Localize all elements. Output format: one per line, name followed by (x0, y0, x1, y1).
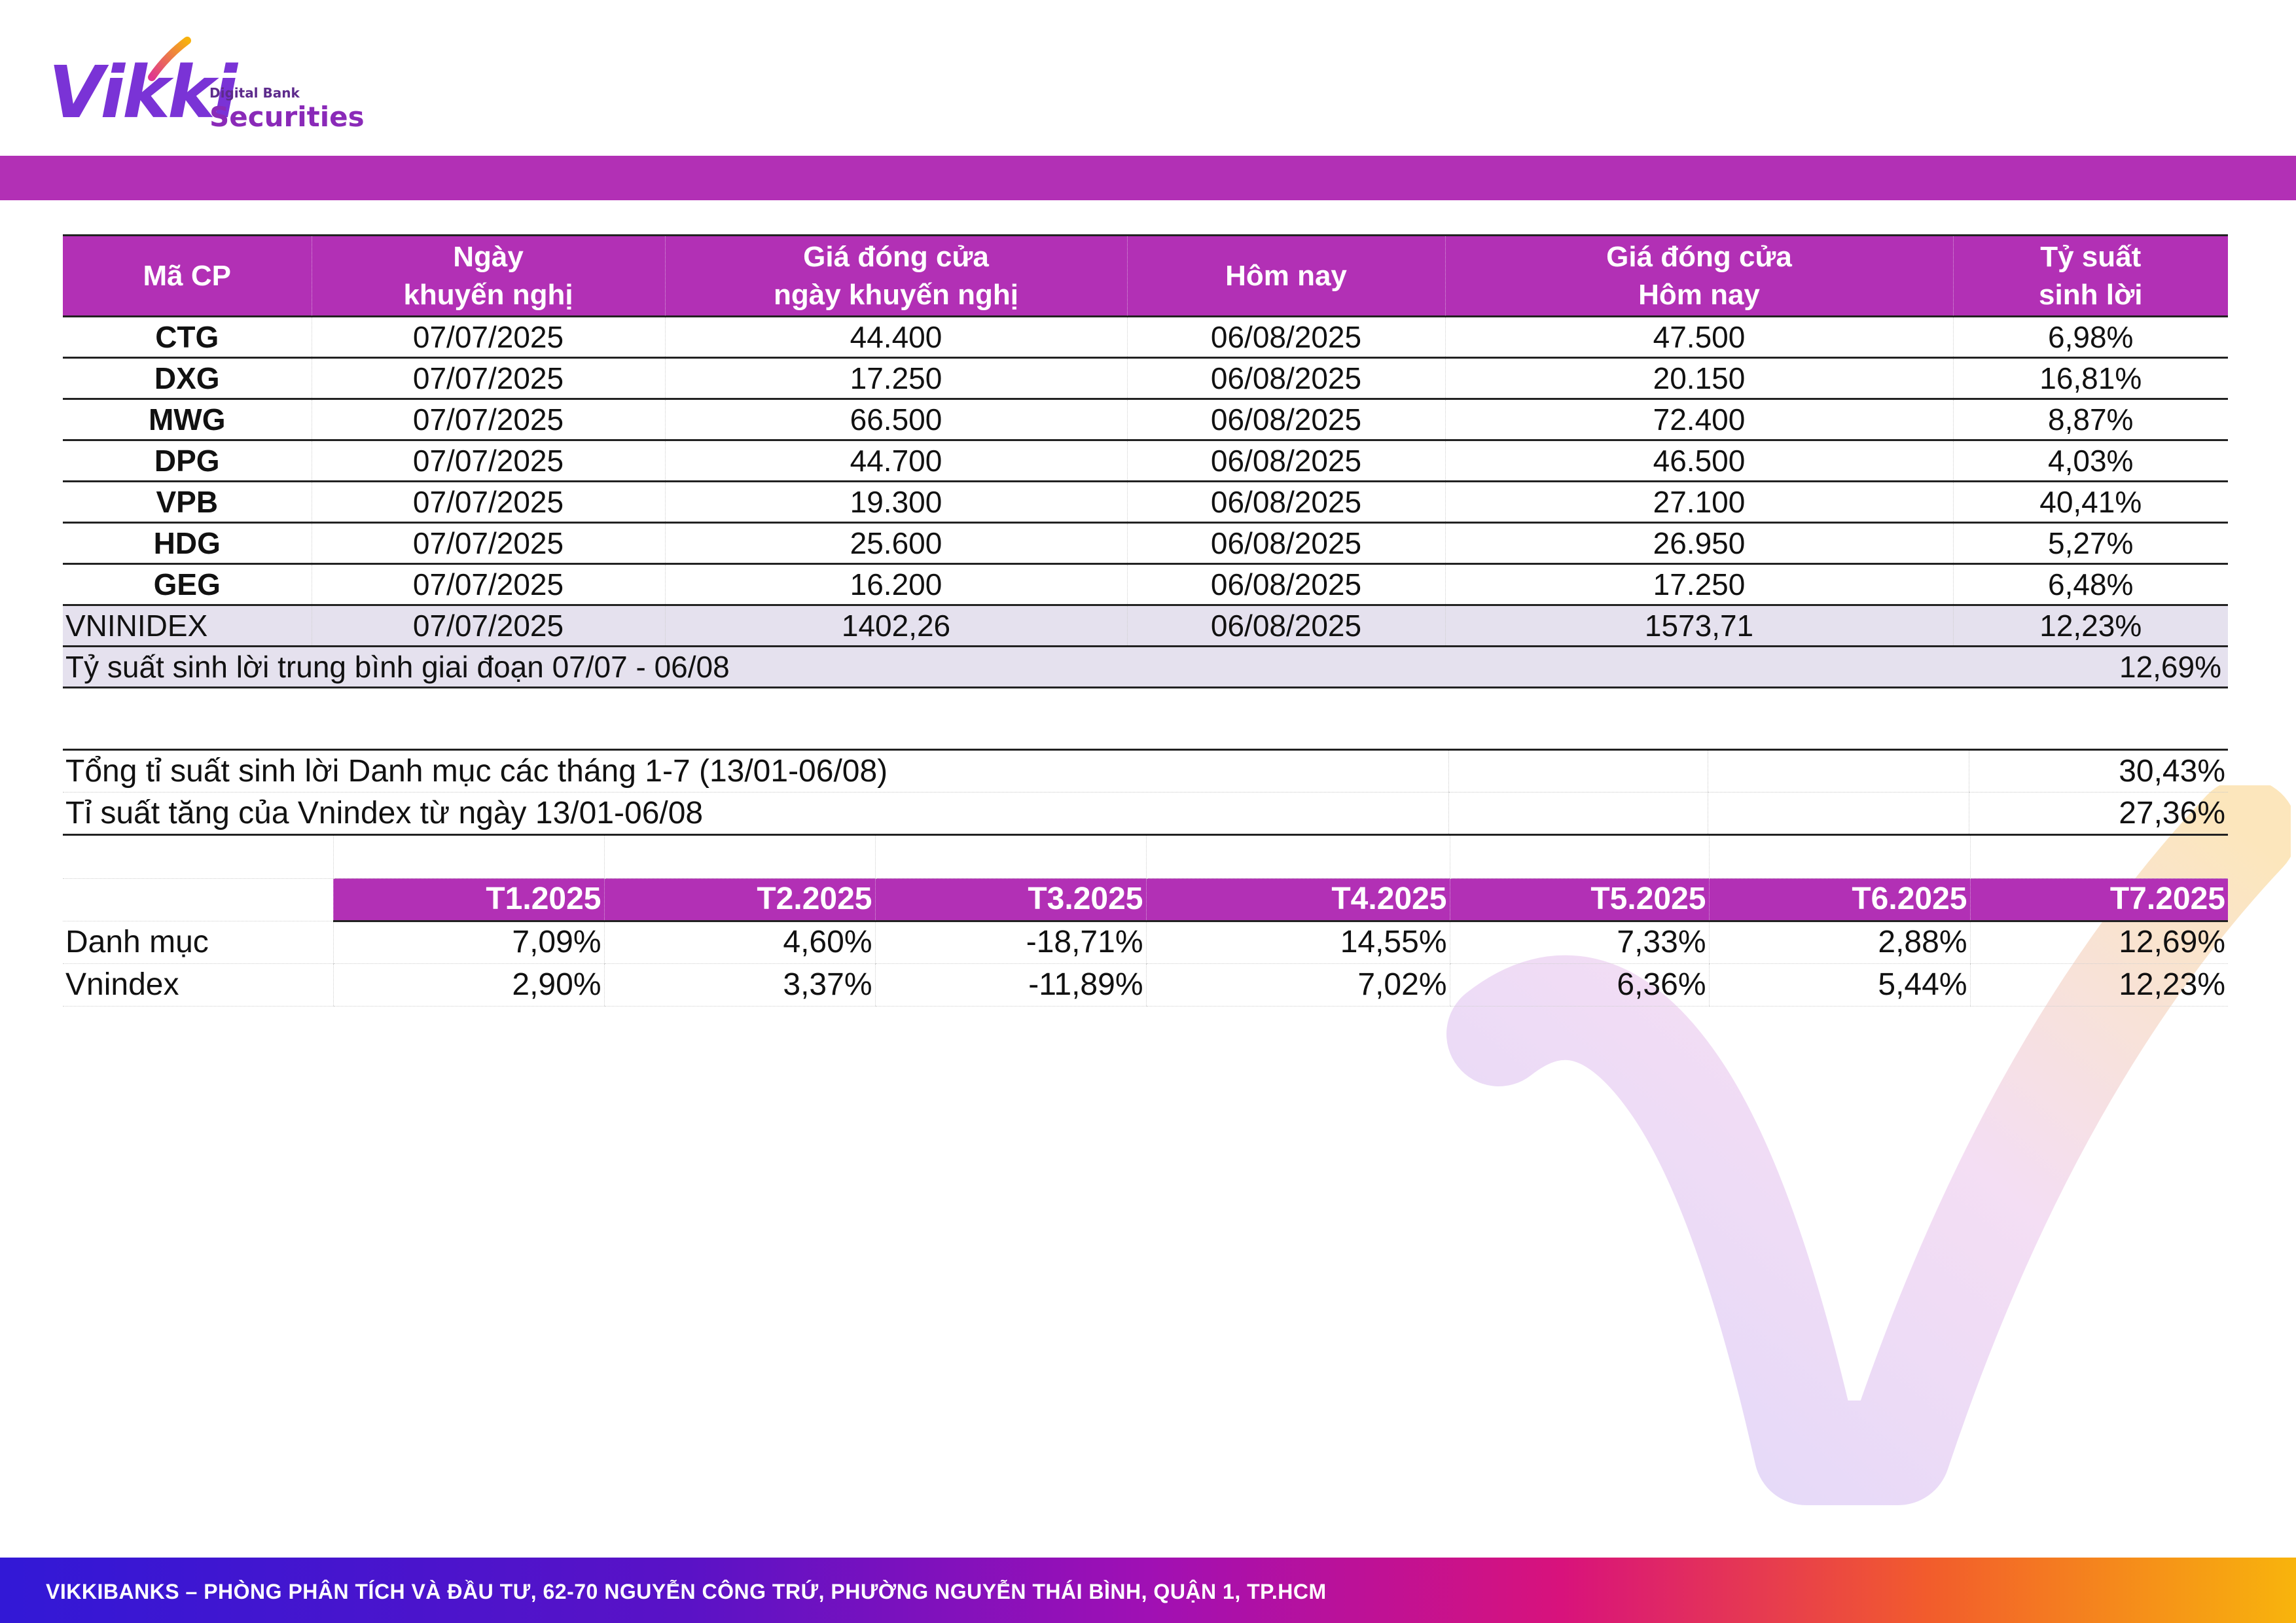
vnindex-label: Vnindex (63, 963, 333, 1006)
cell-code: VPB (63, 482, 312, 523)
summary-total-label: Tổng tỉ suất sinh lời Danh mục các tháng 1-7 (13/01-06/08) (63, 750, 1448, 793)
index-return: 12,23% (1953, 605, 2228, 647)
cell-rec-price: 44.400 (665, 317, 1127, 358)
portfolio-month-value: 2,88% (1709, 921, 1970, 963)
cell-rec-date: 07/07/2025 (312, 523, 665, 564)
average-value: 12,69% (1953, 647, 2228, 688)
table-row (63, 523, 2228, 564)
cell-return: 16,81% (1953, 358, 2228, 399)
monthly-table (63, 836, 2228, 1007)
vnindex-month-value: -11,89% (875, 963, 1146, 1006)
month-header: T3.2025 (875, 878, 1146, 921)
table-row (63, 482, 2228, 523)
cell-today: 06/08/2025 (1127, 564, 1445, 605)
cell-rec-price: 25.600 (665, 523, 1127, 564)
cell-code: DXG (63, 358, 312, 399)
logo-wordmark: Vikki (48, 50, 235, 134)
cell-return: 6,98% (1953, 317, 2228, 358)
table-row (63, 358, 2228, 399)
cell-code: GEG (63, 564, 312, 605)
portfolio-month-value: 4,60% (604, 921, 875, 963)
cell-rec-date: 07/07/2025 (312, 482, 665, 523)
cell-rec-date: 07/07/2025 (312, 440, 665, 482)
cell-return: 8,87% (1953, 399, 2228, 440)
header-return: Tỷ suất sinh lời (1953, 236, 2228, 317)
cell-today-price: 17.250 (1445, 564, 1953, 605)
logo-tagline-big: Securities (209, 101, 365, 133)
index-rec-date: 07/07/2025 (312, 605, 665, 647)
cell-today: 06/08/2025 (1127, 358, 1445, 399)
header-today: Hôm nay (1127, 236, 1445, 317)
cell-rec-price: 16.200 (665, 564, 1127, 605)
monthly-portfolio-row (63, 921, 2228, 963)
monthly-vnindex-row (63, 963, 2228, 1006)
vnindex-month-value: 6,36% (1450, 963, 1709, 1006)
vnindex-month-value: 2,90% (333, 963, 604, 1006)
summary-total-row (63, 750, 2228, 793)
vikki-logo (48, 37, 389, 135)
summary-vnindex-row (63, 793, 2228, 835)
cell-today: 06/08/2025 (1127, 317, 1445, 358)
logo-tagline-small: Digital Bank (209, 85, 300, 101)
vnindex-month-value: 7,02% (1146, 963, 1450, 1006)
cell-rec-price: 66.500 (665, 399, 1127, 440)
month-header: T6.2025 (1709, 878, 1970, 921)
cell-today: 06/08/2025 (1127, 440, 1445, 482)
cell-today: 06/08/2025 (1127, 523, 1445, 564)
header-recommend-date: Ngày khuyến nghị (312, 236, 665, 317)
summary-vnindex-label: Tỉ suất tăng của Vnindex từ ngày 13/01-06/08 (63, 793, 1448, 835)
cell-rec-price: 44.700 (665, 440, 1127, 482)
index-today-price: 1573,71 (1445, 605, 1953, 647)
cell-code: DPG (63, 440, 312, 482)
header-today-price: Giá đóng cửa Hôm nay (1445, 236, 1953, 317)
average-row (63, 647, 2228, 688)
cell-rec-price: 17.250 (665, 358, 1127, 399)
cell-code: MWG (63, 399, 312, 440)
cell-today-price: 20.150 (1445, 358, 1953, 399)
table-header-row (63, 236, 2228, 317)
portfolio-month-value: 12,69% (1970, 921, 2228, 963)
month-header: T7.2025 (1970, 878, 2228, 921)
summary-vnindex-value: 27,36% (1969, 793, 2228, 835)
cell-code: CTG (63, 317, 312, 358)
month-header: T4.2025 (1146, 878, 1450, 921)
summary-table (63, 749, 2228, 836)
cell-rec-date: 07/07/2025 (312, 317, 665, 358)
portfolio-month-value: -18,71% (875, 921, 1146, 963)
vnindex-month-value: 5,44% (1709, 963, 1970, 1006)
header-stock-code: Mã CP (63, 236, 312, 317)
vnindex-month-value: 12,23% (1970, 963, 2228, 1006)
table-row (63, 317, 2228, 358)
footer-address: VIKKIBANKS – PHÒNG PHÂN TÍCH VÀ ĐẦU TƯ, 62-70 NGUYỄN CÔNG TRỨ, PHƯỜNG NGUYỄN THÁI BÌNH, QUẬN 1, TP.HCM (46, 1580, 1327, 1603)
index-today: 06/08/2025 (1127, 605, 1445, 647)
cell-rec-date: 07/07/2025 (312, 399, 665, 440)
summary-total-value: 30,43% (1969, 750, 2228, 793)
footer-bar (0, 1558, 2296, 1623)
recommendation-table (63, 234, 2228, 688)
cell-code: HDG (63, 523, 312, 564)
cell-today: 06/08/2025 (1127, 399, 1445, 440)
header-band (0, 156, 2296, 200)
cell-rec-date: 07/07/2025 (312, 358, 665, 399)
month-header: T5.2025 (1450, 878, 1709, 921)
index-rec-price: 1402,26 (665, 605, 1127, 647)
portfolio-month-value: 14,55% (1146, 921, 1450, 963)
cell-return: 40,41% (1953, 482, 2228, 523)
cell-return: 5,27% (1953, 523, 2228, 564)
monthly-spacer-row (63, 836, 2228, 878)
cell-return: 4,03% (1953, 440, 2228, 482)
cell-today-price: 46.500 (1445, 440, 1953, 482)
portfolio-month-value: 7,09% (333, 921, 604, 963)
portfolio-month-value: 7,33% (1450, 921, 1709, 963)
portfolio-label: Danh mục (63, 921, 333, 963)
average-label: Tỷ suất sinh lời trung bình giai đoạn 07/07 - 06/08 (63, 647, 1953, 688)
cell-today-price: 47.500 (1445, 317, 1953, 358)
vnindex-month-value: 3,37% (604, 963, 875, 1006)
cell-return: 6,48% (1953, 564, 2228, 605)
cell-today: 06/08/2025 (1127, 482, 1445, 523)
index-code: VNINIDEX (63, 605, 312, 647)
cell-today-price: 27.100 (1445, 482, 1953, 523)
monthly-header-row (63, 878, 2228, 921)
month-header: T2.2025 (604, 878, 875, 921)
cell-today-price: 26.950 (1445, 523, 1953, 564)
month-header: T1.2025 (333, 878, 604, 921)
table-row (63, 440, 2228, 482)
table-row (63, 564, 2228, 605)
cell-today-price: 72.400 (1445, 399, 1953, 440)
cell-rec-price: 19.300 (665, 482, 1127, 523)
header-recommend-price: Giá đóng cửa ngày khuyến nghị (665, 236, 1127, 317)
cell-rec-date: 07/07/2025 (312, 564, 665, 605)
table-row (63, 399, 2228, 440)
index-row (63, 605, 2228, 647)
